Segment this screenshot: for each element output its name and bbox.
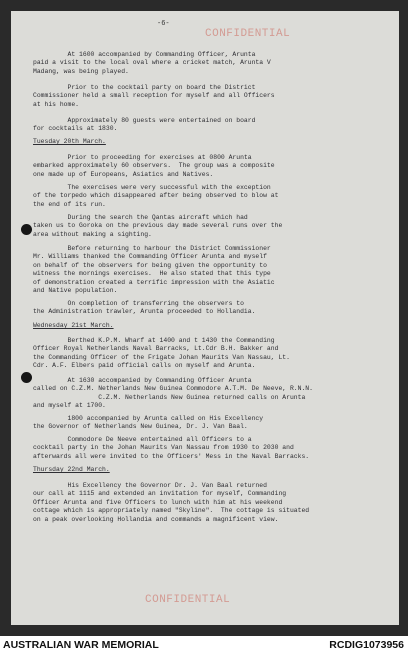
footer-record-id: RCDIG1073956 bbox=[329, 639, 404, 651]
paragraph-cocktail-party: Commodore De Neeve entertained all Officers to a cocktail party in the Johan Maurits Van Nassau from 1930 to 2030 and afterwards all were invited to the Officers' Mess in the Naval Barracks. bbox=[33, 436, 310, 460]
paragraph-hollandia: On completion of transferring the observers to the Administration trawler, Arunta proceeded to Hollandia. bbox=[33, 300, 256, 316]
confidential-stamp-bottom: CONFIDENTIAL bbox=[145, 594, 231, 606]
paragraph-berthed: Berthed K.P.M. Wharf at 1400 and t 1430 the Commanding Officer Royal Netherlands Naval Barracks, Lt.Cdr B.H. Bakker and the Commanding Officer of the Frigate Johan Maurits Van Nassau, Lt. Cdr. A.F. Elbers paid official calls on myself and Arunta. bbox=[33, 337, 290, 370]
heading-thursday: Thursday 22nd March. bbox=[33, 466, 110, 473]
punch-hole-icon bbox=[21, 224, 32, 235]
archive-footer bbox=[0, 636, 408, 653]
paragraph-thanks: Before returning to harbour the District Commissioner Mr. Williams thanked the Commanding Officer Arunta and myself on behalf of the observers for being given the opportunity to witness the mornings exercises. He also stated that this type of demonstration created a terrific impression with the Asiatic and Native population. bbox=[33, 245, 275, 295]
heading-wednesday: Wednesday 21st March. bbox=[33, 322, 114, 329]
paragraph-calls: At 1630 accompanied by Commanding Officer Arunta called on C.Z.M. Netherlands New Guinea Commodore A.T.M. De Neeve, R.N.N. C.Z.M. Netherlands New Guinea returned calls on Arunta and myself at 1700. bbox=[33, 377, 313, 410]
paragraph-cricket-visit: At 1600 accompanied by Commanding Officer, Arunta paid a visit to the local oval where a cricket match, Arunta V Madang, was being played. bbox=[33, 51, 271, 75]
paragraph-exercises: The exercises were very successful with the exception of the torpedo which disappeared after being observed to blow at the end of its run. bbox=[33, 184, 279, 208]
paragraph-reception: Prior to the cocktail party on board the District Commissioner held a small reception for myself and all Officers at his home. bbox=[33, 84, 275, 108]
punch-hole-icon bbox=[21, 372, 32, 383]
document-page bbox=[11, 11, 399, 625]
paragraph-search: During the search the Qantas aircraft which had taken us to Goroka on the previous day made several runs over the area without making a sighting. bbox=[33, 214, 283, 238]
footer-institution: AUSTRALIAN WAR MEMORIAL bbox=[3, 639, 159, 651]
paragraph-governor: 1800 accompanied by Arunta called on His Excellency the Governor of Netherlands New Guinea, Dr. J. Van Baal. bbox=[33, 415, 264, 431]
heading-tuesday: Tuesday 20th March. bbox=[33, 138, 106, 145]
confidential-stamp-top: CONFIDENTIAL bbox=[205, 28, 291, 40]
paragraph-lunch: His Excellency the Governor Dr. J. Van Baal returned our call at 1115 and extended an invitation for myself, Commanding Officer Arunta and five Officers to lunch with him at his weekend cottage which is appropriately named "Skyline". The cottage is situated on a peak overlooking Hollandia and commands a magnificent view. bbox=[33, 482, 310, 523]
page-number: -6- bbox=[157, 20, 170, 28]
paragraph-cocktails: Approximately 80 guests were entertained on board for cocktails at 1830. bbox=[33, 117, 256, 133]
paragraph-observers: Prior to proceeding for exercises at 0800 Arunta embarked approximately 60 observers. The group was a composite one made up of Europeans, Asiatics and Natives. bbox=[33, 154, 275, 178]
